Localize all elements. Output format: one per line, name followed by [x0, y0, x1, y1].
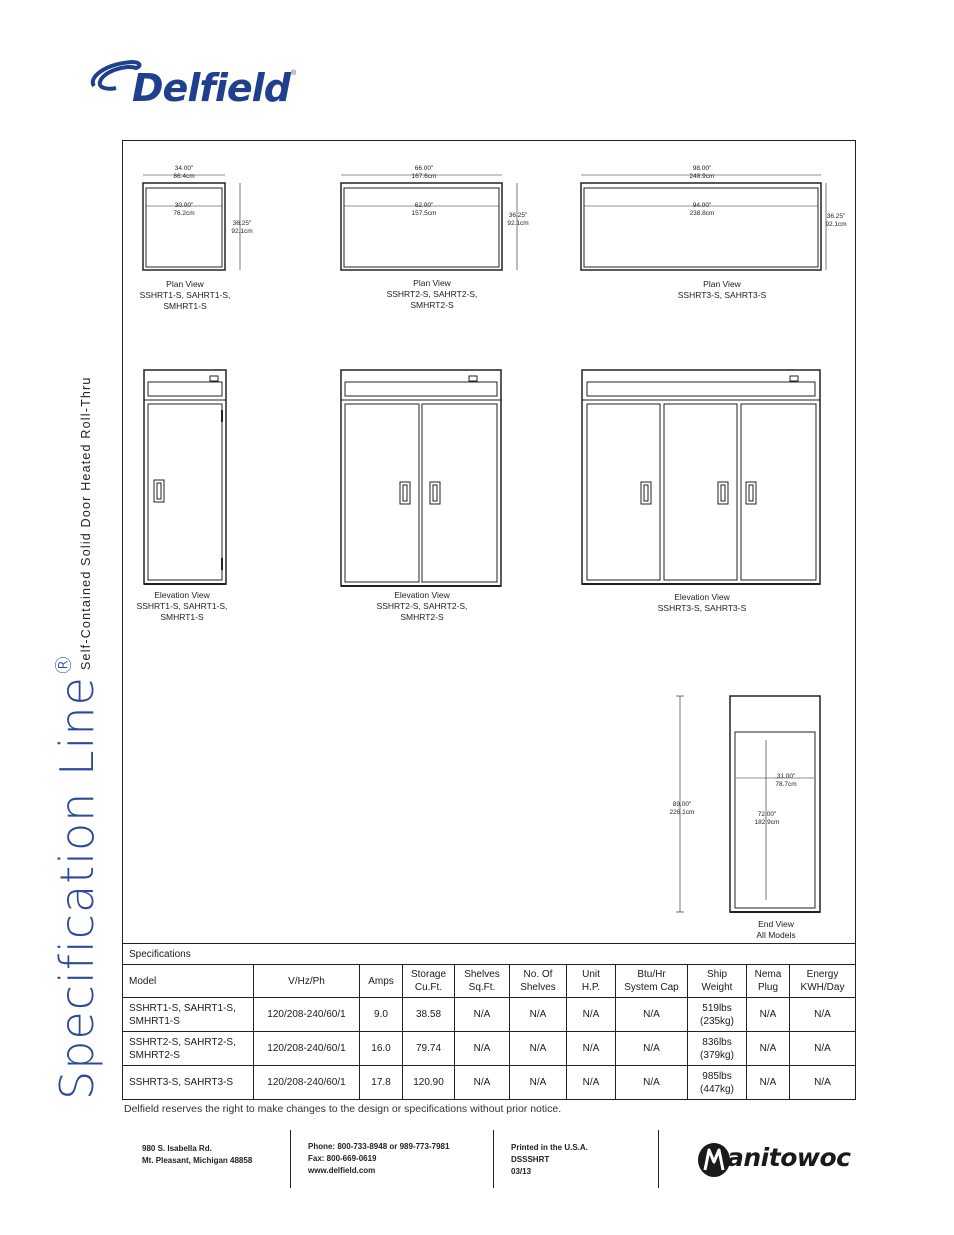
table-row: SSHRT1-S, SAHRT1-S, SMHRT1-S 120/208-240/60/1 9.0 38.58 N/A N/A N/A N/A 519lbs (235kg) N/A N/A: [123, 998, 856, 1032]
delfield-logo: [86, 56, 301, 116]
table-row: SSHRT3-S, SAHRT3-S 120/208-240/60/1 17.8 120.90 N/A N/A N/A N/A 985lbs (447kg) N/A N/A: [123, 1066, 856, 1100]
plan3-inner-width: 94.00" 238.8cm: [689, 202, 715, 217]
col-energy: Energy KWH/Day: [790, 965, 856, 998]
end-view-opening-height: 72.00" 182.9cm: [754, 811, 780, 826]
elevation3-caption: Elevation View SSHRT3-S, SAHRT3-S: [657, 592, 747, 613]
plan2-caption: Plan View SSHRT2-S, SAHRT2-S, SMHRT2-S: [386, 278, 478, 310]
footer-divider: [493, 1130, 494, 1188]
col-btu: Btu/Hr System Cap: [616, 965, 688, 998]
col-storage: Storage Cu.Ft.: [403, 965, 455, 998]
col-nema: Nema Plug: [747, 965, 790, 998]
plan1-depth: 36.25" 92.1cm: [231, 220, 253, 235]
plan3-caption: Plan View SSHRT3-S, SAHRT3-S: [677, 279, 767, 300]
delfield-trademark: ®: [291, 70, 297, 77]
col-num-shelves: No. Of Shelves: [510, 965, 567, 998]
manitowoc-m-badge-icon: [697, 1140, 731, 1180]
plan2-depth: 36.25" 92.1cm: [507, 212, 529, 227]
footer-divider: [658, 1130, 659, 1188]
specification-line-title: Specification Line®: [50, 653, 104, 1100]
footer-divider: [290, 1130, 291, 1188]
product-title: Self-Contained Solid Door Heated Roll-Thru: [79, 376, 93, 670]
col-hp: Unit H.P.: [567, 965, 616, 998]
elevation1-caption: Elevation View SSHRT1-S, SAHRT1-S, SMHRT1-S: [136, 590, 228, 622]
end-view-height: 89.00" 226.1cm: [669, 801, 695, 816]
specifications-title: Specifications: [123, 944, 856, 965]
plan2-outer-width: 66.00" 167.6cm: [411, 165, 437, 180]
manitowoc-wordmark: anitowoc: [727, 1143, 851, 1172]
plan3-outer-width: 98.00" 248.9cm: [689, 165, 715, 180]
elevation2-caption: Elevation View SSHRT2-S, SAHRT2-S, SMHRT2-S: [376, 590, 468, 622]
footer-contact: Phone: 800-733-8948 or 989-773-7981 Fax: 800-669-0619 www.delfield.com: [308, 1142, 450, 1175]
plan1-outer-width: 34.00" 86.4cm: [173, 165, 195, 180]
plan3-depth: 36.25" 92.1cm: [825, 213, 847, 228]
plan1-inner-width: 30.00" 76.2cm: [173, 202, 195, 217]
col-shelves-sqft: Shelves Sq.Ft.: [455, 965, 510, 998]
col-model: Model: [123, 965, 254, 998]
footer-address: 980 S. Isabella Rd. Mt. Pleasant, Michigan 48858: [142, 1144, 253, 1165]
col-amps: Amps: [360, 965, 403, 998]
specifications-table: [122, 943, 856, 1100]
disclaimer-text: Delfield reserves the right to make changes to the design or specifications without prior notice.: [124, 1103, 562, 1115]
table-row: SSHRT2-S, SAHRT2-S, SMHRT2-S 120/208-240/60/1 16.0 79.74 N/A N/A N/A N/A 836lbs (379kg) N/A N/A: [123, 1032, 856, 1066]
end-view-opening-width: 31.00" 78.7cm: [775, 773, 797, 788]
table-header-row: [123, 965, 856, 998]
footer-print-info: Printed in the U.S.A. DSSSHRT 03/13: [511, 1143, 588, 1176]
col-weight: Ship Weight: [688, 965, 747, 998]
plan1-caption: Plan View SSHRT1-S, SAHRT1-S, SMHRT1-S: [139, 279, 231, 311]
col-voltage: V/Hz/Ph: [254, 965, 360, 998]
elevation-view-drawings: [130, 362, 850, 592]
end-view-caption: End View All Models: [756, 919, 796, 940]
plan2-inner-width: 62.00" 157.5cm: [411, 202, 437, 217]
delfield-wordmark: Delfield: [132, 66, 290, 110]
manitowoc-logo: [697, 1140, 857, 1180]
